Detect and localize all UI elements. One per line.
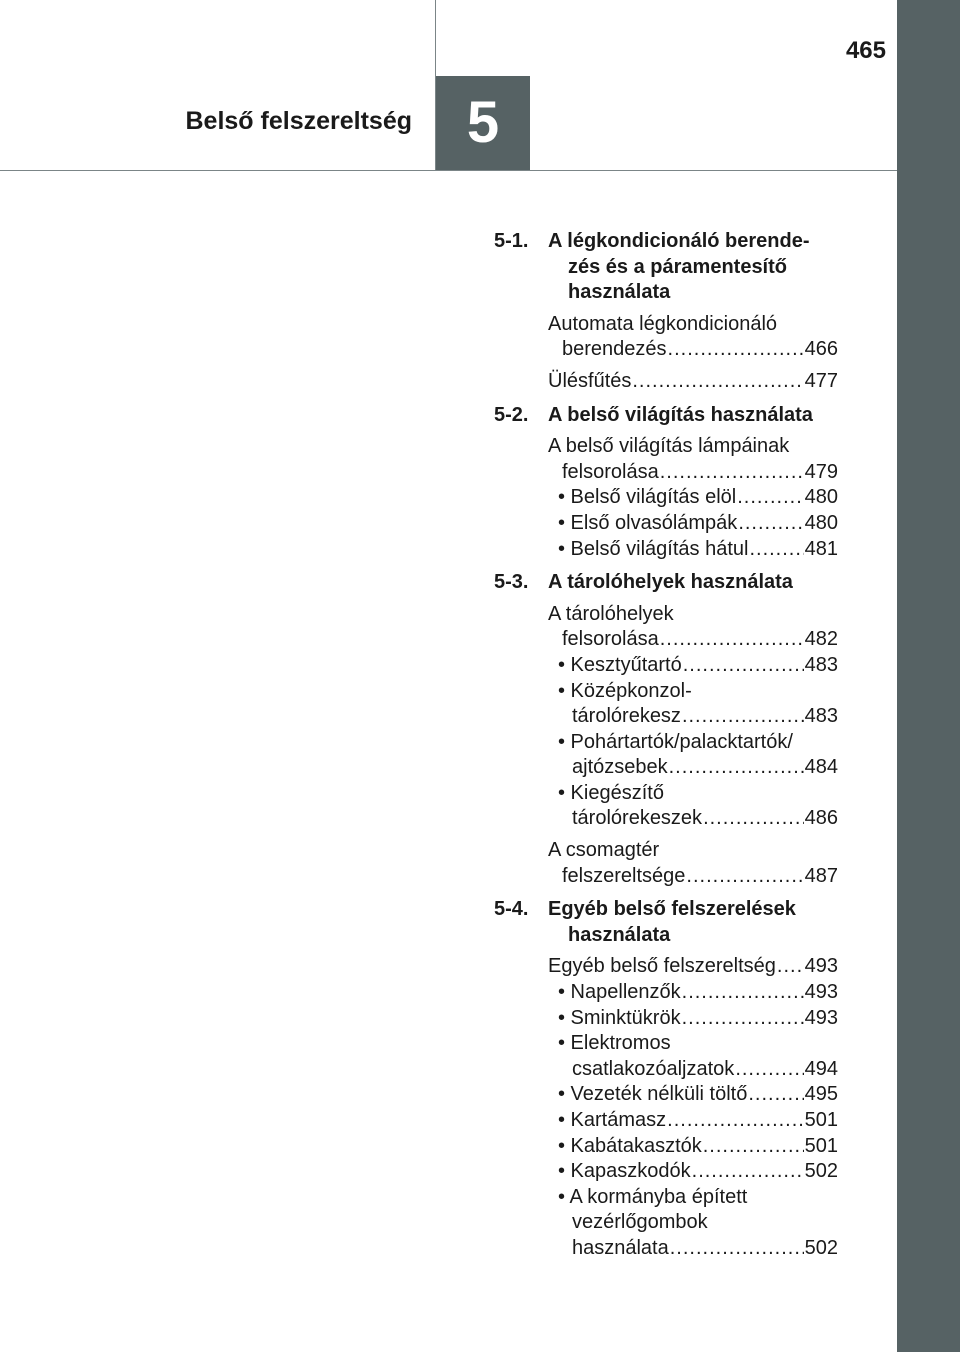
dot-leader [660,460,804,486]
toc-entry-text: Egyéb belső felszereltség [548,955,776,978]
toc-section-heading[interactable] [494,570,838,596]
toc-section-number: 5-1. [494,230,529,252]
toc-entries [494,602,838,890]
toc-line [548,730,838,756]
toc-line [548,1134,838,1160]
toc-line [548,1210,838,1236]
toc-entry-text: • Belső világítás elöl [558,486,737,509]
dot-leader [632,369,803,395]
chapter-title: Belső felszereltség [185,107,412,135]
toc-subentry[interactable] [548,653,838,679]
toc-entry-text: • Vezeték nélküli töltő [558,1083,748,1106]
dot-leader [686,864,803,890]
toc-page-number: 493 [804,981,838,1004]
toc-line [548,704,838,730]
toc-entry-text: • Sminktükrök [558,1006,681,1029]
toc-page-number: 477 [804,369,838,392]
toc-entry-text: berendezés [562,338,667,361]
toc-section-number: 5-4. [494,898,529,921]
dot-leader [735,1057,803,1083]
toc-page-number: 502 [804,1236,838,1259]
toc-page-number: 487 [804,864,838,887]
table-of-contents [494,229,838,1262]
toc-entry-text: vezérlőgombok [572,1211,708,1234]
toc-page-number: 484 [804,756,838,779]
toc-entry-text: Ülésfűtés [548,369,632,392]
toc-line [548,602,838,628]
dot-leader [737,485,803,511]
toc-page-number: 479 [804,460,838,483]
toc-section-heading[interactable] [494,897,838,948]
toc-page-number: 501 [804,1134,838,1157]
toc-line [548,954,838,980]
dot-leader [692,1159,804,1185]
toc-subentry[interactable] [548,1108,838,1134]
toc-entry-text: tárolórekeszek [572,807,703,830]
toc-section-heading[interactable] [494,403,838,429]
toc-line [548,627,838,653]
toc-line [548,1006,838,1032]
header-horizontal-rule [0,170,897,171]
toc-subentry[interactable] [548,980,838,1006]
toc-section [494,897,838,1261]
toc-entry-text: használata [572,1236,669,1259]
toc-entry[interactable] [548,312,838,363]
toc-entry-text: • Kapaszkodók [558,1160,691,1183]
toc-line [548,838,838,864]
toc-line [548,312,838,338]
toc-entry-text: • Elektromos [558,1032,671,1055]
toc-entry-text: ajtózsebek [572,756,668,779]
toc-subentry[interactable] [548,537,838,563]
toc-entries [494,434,838,562]
toc-page-number: 486 [804,807,838,830]
toc-entries [494,312,838,395]
toc-page-number: 493 [804,955,838,978]
toc-page-number: 501 [804,1109,838,1131]
toc-subentry[interactable] [548,1185,838,1262]
toc-subentry[interactable] [548,485,838,511]
dot-leader [682,980,804,1006]
toc-entry-text: felsorolása [562,460,659,483]
toc-subentry[interactable] [548,1082,838,1108]
toc-entry-text: csatlakozóaljzatok [572,1057,735,1080]
toc-line [548,485,838,511]
toc-entry-text: • Pohártartók/palacktartók/ [558,730,793,753]
toc-subentry[interactable] [548,1031,838,1082]
toc-page-number: 482 [804,628,838,651]
toc-section-heading[interactable] [494,229,838,306]
toc-line [548,1082,838,1108]
toc-line [548,755,838,781]
toc-line [548,369,838,395]
toc-line [548,1159,838,1185]
toc-section-title: A légkondicionáló berende- zés és a páramentesítő használata [548,230,810,304]
toc-page-number: 483 [804,653,838,676]
toc-section-title: A tárolóhelyek használata [548,571,793,594]
toc-line [548,864,838,890]
toc-page-number: 502 [804,1160,838,1183]
toc-line [548,679,838,705]
toc-entry-text: • Belső világítás hátul [558,537,749,560]
dot-leader [749,537,803,563]
dot-leader [683,653,804,679]
toc-page-number: 480 [804,486,838,509]
toc-page-number: 493 [804,1006,838,1029]
toc-subentry[interactable] [548,781,838,832]
dot-leader [667,1108,803,1134]
toc-section [494,229,838,395]
toc-subentry[interactable] [548,1006,838,1032]
toc-entry[interactable] [548,369,838,395]
dot-leader [703,806,804,832]
toc-entry-text: A csomagtér [548,839,660,862]
toc-page-number: 494 [804,1057,838,1080]
toc-entry-text: felszereltsége [562,864,686,887]
toc-page-number: 495 [804,1083,838,1106]
toc-line [548,460,838,486]
toc-entry-text: • Kiegészítő [558,781,664,804]
toc-entry-text: Automata légkondicionáló [548,312,778,335]
toc-line [548,511,838,537]
toc-page-number: 483 [804,705,838,728]
chapter-side-tab [897,0,960,1352]
toc-entry-text: • Első olvasólámpák [558,511,738,534]
toc-line [548,1031,838,1057]
dot-leader [668,337,804,363]
toc-entry-text: felsorolása [562,628,659,651]
dot-leader [669,755,804,781]
dot-leader [670,1236,804,1262]
dot-leader [682,704,804,730]
toc-section-number: 5-3. [494,571,529,594]
toc-entry[interactable] [548,602,838,832]
dot-leader [748,1082,803,1108]
toc-entry[interactable] [548,838,838,889]
toc-line [548,537,838,563]
toc-line [548,781,838,807]
toc-subentry[interactable] [548,1134,838,1160]
toc-entry-text: • A kormányba épített [558,1185,748,1208]
toc-section [494,403,838,563]
toc-line [548,1057,838,1083]
toc-line [548,1185,838,1211]
toc-entry[interactable] [548,434,838,562]
dot-leader [703,1134,804,1160]
page-number: 465 [845,37,886,64]
toc-entry-text: tárolórekesz [572,705,681,728]
toc-entry-text: • Napellenzők [558,981,681,1004]
toc-entry-text: • Kabátakasztók [558,1134,702,1157]
chapter-number-box: 5 [436,76,530,170]
toc-section-title: Egyéb belső felszerelések használata [548,898,796,946]
toc-section-number: 5-2. [494,403,529,426]
toc-entry-text: A belső világítás lámpáinak [548,435,790,458]
toc-entry-text: • Kesztyűtartó [558,653,682,676]
toc-entries [494,954,838,1261]
dot-leader [738,511,803,537]
toc-entry-text: • Középkonzol- [558,679,692,702]
toc-line [548,1236,838,1262]
toc-line [548,1108,838,1134]
toc-line [548,434,838,460]
dot-leader [660,627,804,653]
dot-leader [777,954,804,980]
toc-subentry[interactable] [548,730,838,781]
toc-page-number: 466 [804,338,838,361]
toc-section-title: A belső világítás használata [548,403,813,426]
toc-subentry[interactable] [548,511,838,537]
toc-entry-text: A tárolóhelyek [548,602,674,625]
toc-page-number: 481 [804,537,838,560]
toc-line [548,980,838,1006]
toc-line [548,806,838,832]
toc-subentry[interactable] [548,1159,838,1185]
toc-line [548,653,838,679]
toc-subentry[interactable] [548,679,838,730]
toc-line [548,337,838,363]
toc-entry-text: • Kartámasz [558,1109,667,1131]
dot-leader [682,1006,804,1032]
toc-page-number: 480 [804,511,838,534]
toc-entry[interactable] [548,954,838,1261]
toc-section [494,570,838,889]
